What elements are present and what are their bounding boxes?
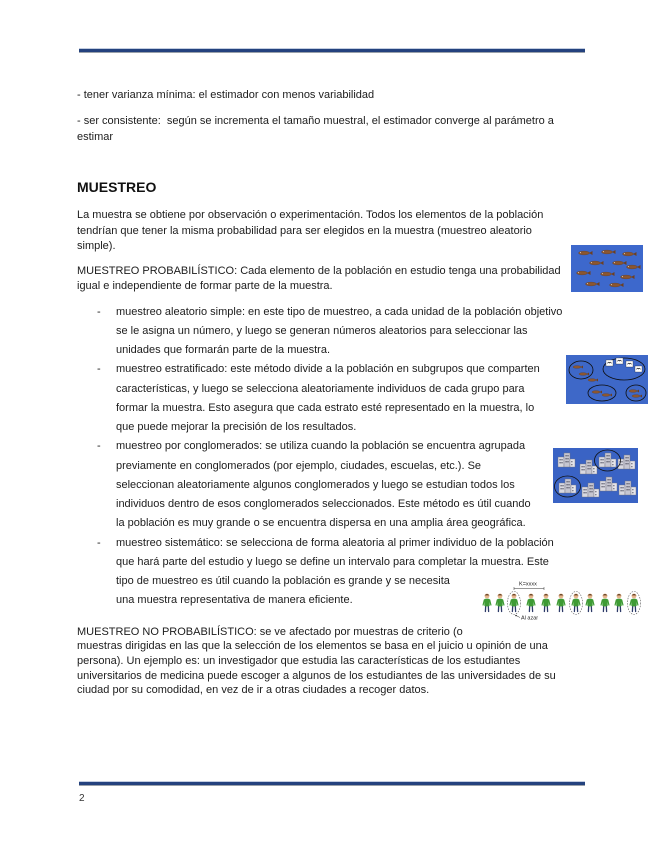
method-simple-random — [97, 303, 562, 361]
text-line: seleccionan aleatoriamente algunos conglomerados y luego se estudian todos los — [116, 478, 515, 491]
intro-paragraph — [77, 208, 543, 255]
footer-rule — [79, 781, 585, 786]
text-line: - ser consistente: según se incrementa el tamaño muestral, el estimador converge al parámetro a — [77, 115, 554, 127]
text-line: que puede mejorar la precisión de los resultados. — [116, 421, 357, 434]
text-line: persona). Un ejemplo es: un investigador que estudia las características de los estudiantes — [77, 654, 521, 667]
text-line: MUESTREO NO PROBABILÍSTICO: se ve afectado por muestras de criterio (o — [77, 625, 463, 638]
bullet-dash: - — [97, 440, 101, 453]
text-line: que hará parte del estudio y luego se define un intervalo para completar la muestra. Este — [116, 555, 549, 568]
illustration-background — [482, 579, 648, 622]
non-probabilistic-definition — [77, 625, 556, 698]
text-line: la población es muy grande o se encuentra dispersa en una amplia área geográfica. — [116, 517, 526, 530]
sampling-methods-list — [97, 303, 562, 611]
text-line: - tener varianza mínima: el estimador con menos variabilidad — [77, 89, 375, 101]
random-start-label: Al azar — [521, 615, 539, 622]
text-line: estimar — [77, 131, 114, 143]
page-number: 2 — [79, 793, 85, 804]
bird-icon — [606, 360, 613, 366]
systematic-sampling-illustration — [482, 579, 648, 622]
cluster-sampling-illustration — [553, 448, 638, 503]
text-line: muestreo aleatorio simple: en este tipo de muestreo, a cada unidad de la población objetivo — [116, 305, 563, 318]
text-line: previamente en conglomerados (por ejemplo, ciudades, escuelas, etc.). Se — [116, 459, 482, 472]
text-line: tipo de muestreo es útil cuando la población es grande y se necesita — [116, 575, 450, 588]
text-line: unidades que formarán parte de la muestra. — [116, 344, 331, 357]
text-line: muestreo estratificado: este método divide a la población en subgrupos que comparten — [116, 363, 540, 376]
text-line: simple). — [77, 240, 116, 252]
text-line: individuos dentro de esos conglomerados seleccionados. Este método es útil cuando — [116, 498, 531, 511]
bird-icon — [635, 366, 642, 372]
bird-icon — [626, 361, 633, 367]
text-line: universitarios de medicina puede escoger a algunos de los estudiantes de las universidades de su — [77, 669, 556, 682]
text-line: muestreo por conglomerados: se utiliza cuando la población se encuentra agrupada — [116, 440, 526, 453]
interval-label: K=xxxx — [519, 581, 537, 588]
stratified-sampling-illustration — [566, 355, 648, 404]
probabilistic-definition — [77, 264, 561, 294]
criterion-minimal-variance — [77, 87, 374, 103]
text-line: ciudad por su comodidad, en vez de ir a otras ciudades a recoger datos. — [77, 684, 430, 697]
method-stratified — [97, 360, 562, 437]
section-heading: MUESTREO — [77, 179, 157, 195]
text-line: una muestra representativa de manera eficiente. — [116, 594, 353, 607]
bird-icon — [616, 358, 623, 364]
text-line: se le asigna un número, y luego se generan números aleatorios para seleccionar las — [116, 324, 528, 337]
text-line: formar la muestra. Esto asegura que cada estrato esté representado en la muestra, lo — [116, 401, 535, 414]
text-line: tendrían que tener la misma probabilidad para ser elegidos en la muestra (muestreo aleatorio — [77, 224, 532, 237]
fish-population-illustration — [571, 245, 643, 292]
criterion-consistency — [77, 113, 554, 145]
text-line: La muestra se obtiene por observación o experimentación. Todos los elementos de la población — [77, 209, 544, 221]
bullet-dash: - — [97, 363, 101, 376]
text-line: características, y luego se selecciona aleatoriamente individuos de cada grupo para — [116, 382, 525, 395]
method-cluster — [97, 437, 562, 533]
header-rule — [79, 48, 585, 53]
text-line: igual e independiente de formar parte de la muestra. — [77, 279, 333, 292]
bullet-dash: - — [97, 536, 101, 549]
text-line: muestreo sistemático: se selecciona de forma aleatoria al primer individuo de la población — [116, 536, 554, 549]
text-line: muestras dirigidas en las que la selección de los elementos se basa en el juicio u opinión de una — [77, 640, 548, 653]
bullet-dash: - — [97, 305, 101, 318]
text-line: MUESTREO PROBABILÍSTICO: Cada elemento de la población en estudio tenga una probabilidad — [77, 264, 561, 277]
